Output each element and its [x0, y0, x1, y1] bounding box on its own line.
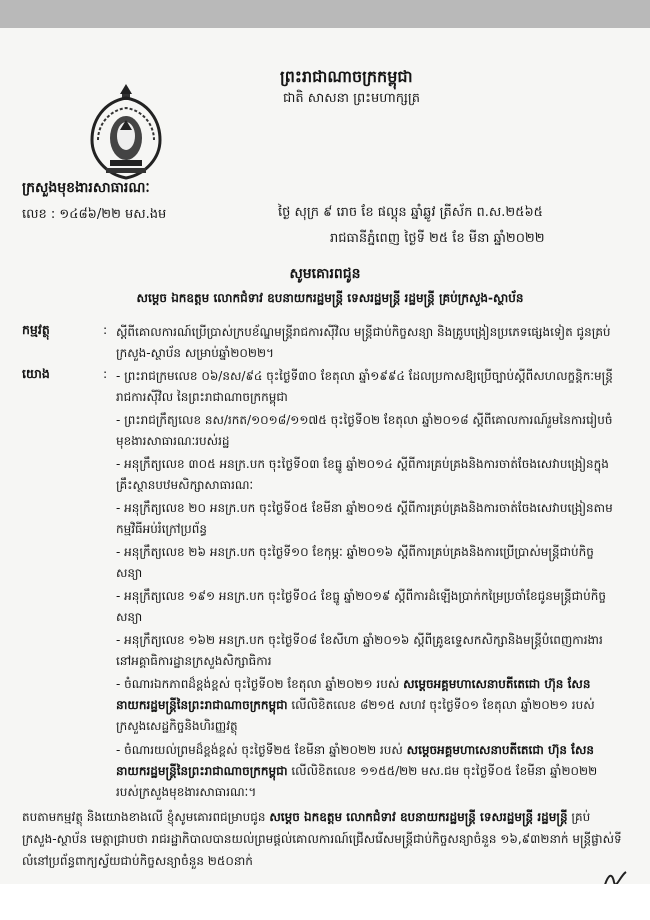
recipients-line: សម្តេច ឯកឧត្តម លោកជំទាវ ឧបនាយករដ្ឋមន្ត្រី ទេសរដ្ឋមន្ត្រី រដ្ឋមន្ត្រី គ្រប់ក្រសួង-ស្ថាប័ន: [136, 291, 524, 305]
reference-item: - ព្រះរាជក្រឹត្យលេខ នស/រកត/១០១៨/១១៧៥ ចុះថ្ងៃទី០២ ខែតុលា ឆ្នាំ២០១៨ ស្តីពីគោលការណ៍រួមនៃការរៀបចំមុខងារសាធារណៈរបស់រដ្ឋ: [116, 413, 613, 448]
prime-minister-name: សម្តេចអគ្គមហាសេនាបតីតេជោ ហ៊ុន សែន នាយករដ្ឋមន្ត្រីនៃព្រះរាជាណាចក្រកម្ពុជា: [116, 677, 591, 712]
reference-item: - អនុក្រឹត្យលេខ ៣០៥ អនក្រ.បក ចុះថ្ងៃទី០៣ ខែធ្នូ ឆ្នាំ២០១៤ ស្តីពីការគ្រប់គ្រងនិងការចាត់ចែងសេវាបង្រៀនក្នុងគ្រឹះស្ថានបឋមសិក្សាសាធារណៈ: [116, 457, 609, 492]
reference-item: [116, 740, 616, 803]
subject-colon: :: [103, 322, 108, 337]
closing-post: គ្រប់ក្រសួង-ស្ថាប័ន មេត្តាជ្រាបថា រាជរដ្ឋាភិបាលបានយល់ព្រមផ្តល់គោលការណ៍ជ្រើសរើសមន្ត្រីជាប់កិច្ចសន្យាចំនួន ១៦,៩៣២នាក់ មន្ត្រីផ្លាស់ទីលំនៅប្រព័ន្ធពាក្យស្វ័យជាប់កិច្ចសន្យាចំនួន ២៥០នាក់: [22, 810, 622, 868]
reference-item: - អនុក្រឹត្យលេខ ២៦ អនក្រ.បក ចុះថ្ងៃទី១០ ខែកុម្ភៈ ឆ្នាំ២០១៦ ស្តីពីការគ្រប់គ្រងនិងការប្រើប្រាស់មន្ត្រីជាប់កិច្ចសន្យា: [116, 545, 594, 580]
reference-item: - អនុក្រឹត្យលេខ ២០ អនក្រ.បក ចុះថ្ងៃទី០៥ ខែមីនា ឆ្នាំ២០១៥ ស្តីពីការគ្រប់គ្រងនិងការចាត់ចែងសេវាបង្រៀនតាមកម្មវិធីអប់រំក្រៅប្រព័ន្ធ: [116, 501, 613, 536]
closing-pre: តបតាមកម្មវត្ថុ និងយោងខាងលើ ខ្ញុំសូមគោរពជម្រាបជូន: [22, 810, 270, 824]
reference-item-post: លើលិខិតលេខ ៨២១៥ សហវ ចុះថ្ងៃទី០១ ខែតុលា ឆ្នាំ២០២១ របស់ក្រសួងសេដ្ឋកិច្ចនិងហិរញ្ញវត្ថុ: [116, 698, 595, 733]
city-date: រាជធានីភ្នំពេញ ថ្ងៃទី ២៥ ខែ មីនា ឆ្នាំ២០២២: [330, 231, 545, 246]
kingdom-title: ព្រះរាជាណាចក្រកម្ពុជា: [280, 67, 413, 86]
royal-emblem-icon: [84, 80, 168, 184]
closing-recipients: សម្តេច ឯកឧត្តម លោកជំទាវ ឧបនាយករដ្ឋមន្ត្រី ទេសរដ្ឋមន្ត្រី រដ្ឋមន្ត្រី: [269, 810, 568, 824]
reference-number: លេខ : ១៤៨៦/២២ មស.ងម: [22, 207, 167, 222]
references-label: យោង: [22, 366, 50, 381]
document-page: [0, 28, 650, 884]
salutation: សូមគោរពជូន: [289, 266, 361, 282]
national-motto: ជាតិ សាសនា ព្រះមហាក្សត្រ: [283, 91, 420, 106]
prime-minister-name: សម្តេចអគ្គមហាសេនាបតីតេជោ ហ៊ុន សែន នាយករដ្ឋមន្ត្រីនៃព្រះរាជាណាចក្រកម្ពុជា: [116, 743, 595, 778]
reference-item: [116, 674, 616, 737]
reference-item-post: លើលិខិតលេខ ១១៥៥/២២ មស.ជម ចុះថ្ងៃទី០៥ ខែមីនា ឆ្នាំ២០២២ របស់ក្រសួងមុខងារសាធារណៈ។: [116, 764, 598, 799]
closing-paragraph: [22, 806, 622, 872]
subject-label: កម្មវត្ថុ: [22, 322, 50, 337]
reference-item: - ព្រះរាជក្រមលេខ ០៦/នស/៩៤ ចុះថ្ងៃទី៣០ ខែតុលា ឆ្នាំ១៩៩៤ ដែលប្រកាសឱ្យប្រើច្បាប់ស្តីពីសហលក្ខន្តិកៈមន្ត្រីរាជការស៊ីវិល នៃព្រះរាជាណាចក្រកម្ពុជា: [116, 369, 613, 404]
reference-item-pre: - ចំណារយល់ព្រមដ៏ខ្ពង់ខ្ពស់ ចុះថ្ងៃទី២៥ ខែមីនា ឆ្នាំ២០២២ របស់: [116, 743, 407, 757]
handwritten-mark: [600, 868, 630, 884]
lunar-date: ថ្ងៃ សុក្រ ៩ រោច ខែ ផល្គុន ឆ្នាំឆ្លូវ ត្រីស័ក ព.ស.២៥៦៥: [278, 205, 543, 220]
reference-item-pre: - ចំណារឯកភាពដ៏ខ្ពង់ខ្ពស់ ចុះថ្ងៃទី០២ ខែតុលា ឆ្នាំ២០២១ របស់: [116, 677, 404, 691]
references-colon: :: [103, 366, 108, 381]
reference-item: - អនុក្រឹត្យលេខ ១៦២ អនក្រ.បក ចុះថ្ងៃទី០៨ ខែសីហា ឆ្នាំ២០១៦ ស្តីពីគ្រូឧទ្ទេសកសិក្សានិងមន្ត្រីបំពេញការងារនៅអគ្គាធិការដ្ឋានក្រសួងសិក្សាធិការ: [116, 633, 603, 668]
ministry-name: ក្រសួងមុខងារសាធារណៈ: [22, 180, 150, 196]
reference-item: - អនុក្រឹត្យលេខ ១៩១ អនក្រ.បក ចុះថ្ងៃទី០៤ ខែធ្នូ ឆ្នាំ២០១៩ ស្តីពីការដំឡើងប្រាក់កម្រៃប្រចាំខែជូនមន្ត្រីជាប់កិច្ចសន្យា: [116, 589, 606, 624]
page-bottom-margin: [0, 884, 650, 920]
subject-text: ស្តីពីគោលការណ៍ប្រើប្រាស់ក្របខ័ណ្ឌមន្ត្រីរាជការស៊ីវិល មន្ត្រីជាប់កិច្ចសន្យា និងគ្រូបង្រៀនប្រភេទផ្សេងទៀត ជូនគ្រប់ក្រសួង-ស្ថាប័ន សម្រាប់ឆ្នាំ២០២២។: [116, 325, 611, 360]
